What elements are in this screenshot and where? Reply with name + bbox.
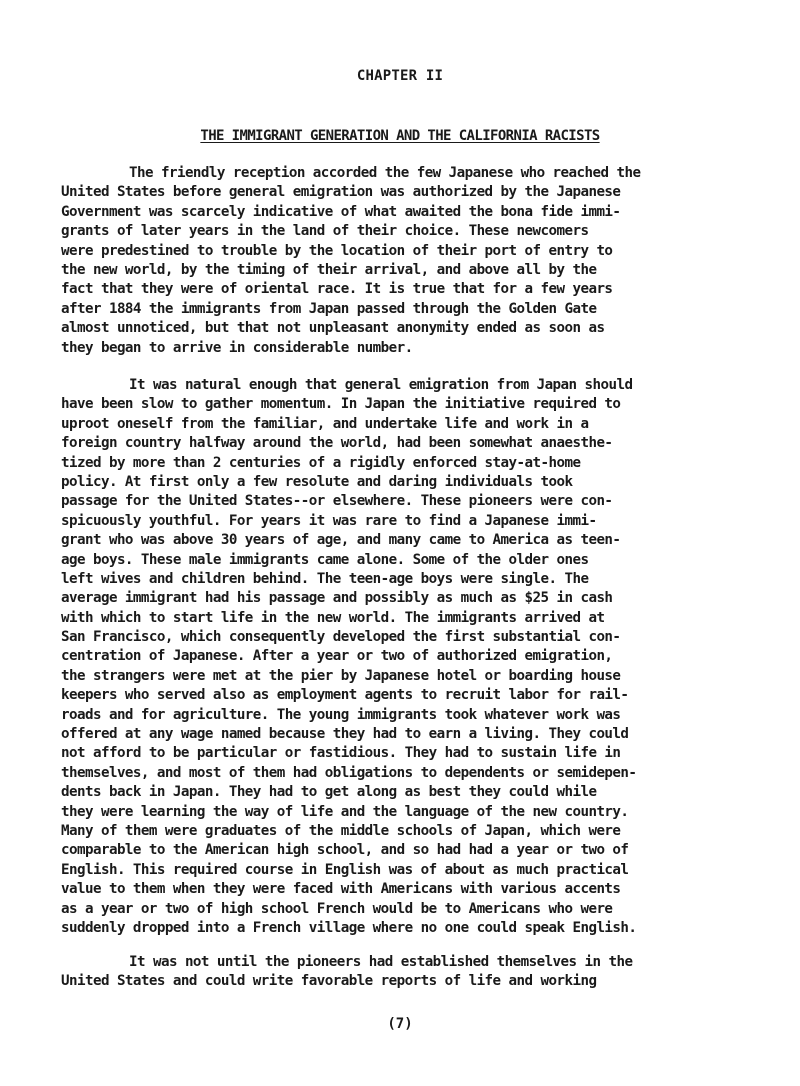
text-line: offered at any wage named because they had to earn a living. They could bbox=[61, 726, 629, 743]
text-line: policy. At first only a few resolute and daring individuals took bbox=[61, 473, 573, 490]
text-line: not afford to be particular or fastidious. They had to sustain life in bbox=[61, 745, 621, 762]
text-line: tized by more than 2 centuries of a rigidly enforced stay-at-home bbox=[61, 454, 581, 471]
text-line: comparable to the American high school, and so had had a year or two of bbox=[61, 842, 629, 859]
text-line: United States and could write favorable reports of life and working bbox=[61, 973, 597, 990]
text-line: Many of them were graduates of the middle schools of Japan, which were bbox=[61, 822, 621, 839]
text-line: grant who was above 30 years of age, and many came to America as teen- bbox=[61, 532, 621, 549]
page-number: (7) bbox=[387, 1016, 413, 1032]
text-line: they were learning the way of life and the language of the new country. bbox=[61, 803, 629, 820]
text-line: after 1884 the immigrants from Japan passed through the Golden Gate bbox=[61, 300, 597, 317]
text-line: English. This required course in English was of about as much practical bbox=[61, 861, 629, 878]
paragraph-1 bbox=[61, 164, 761, 358]
text-line: almost unnoticed, but that not unpleasant anonymity ended as soon as bbox=[61, 320, 605, 337]
text-line: San Francisco, which consequently developed the first substantial con- bbox=[61, 629, 621, 646]
text-line: left wives and children behind. The teen-age boys were single. The bbox=[61, 570, 589, 587]
text-line: with which to start life in the new world. The immigrants arrived at bbox=[61, 609, 605, 626]
text-line: they began to arrive in considerable number. bbox=[61, 339, 413, 356]
paragraph-3 bbox=[61, 953, 761, 992]
text-line: dents back in Japan. They had to get along as best they could while bbox=[61, 784, 597, 801]
chapter-heading: CHAPTER II bbox=[356, 68, 444, 84]
text-line: roads and for agriculture. The young immigrants took whatever work was bbox=[61, 706, 621, 723]
text-line: suddenly dropped into a French village where no one could speak English. bbox=[61, 919, 637, 936]
text-line: average immigrant had his passage and possibly as much as $25 in cash bbox=[61, 590, 613, 607]
text-line: as a year or two of high school French would be to Americans who were bbox=[61, 900, 613, 917]
paragraph-2 bbox=[61, 376, 761, 938]
text-line: the strangers were met at the pier by Japanese hotel or boarding house bbox=[61, 667, 621, 684]
text-line: themselves, and most of them had obligations to dependents or semidepen- bbox=[61, 764, 637, 781]
text-line: centration of Japanese. After a year or two of authorized emigration, bbox=[61, 648, 613, 665]
text-line: United States before general emigration was authorized by the Japanese bbox=[61, 184, 621, 201]
text-line: foreign country halfway around the world, had been somewhat anaesthe- bbox=[61, 435, 613, 452]
text-line: grants of later years in the land of their choice. These newcomers bbox=[61, 223, 589, 240]
text-line: It was natural enough that general emigration from Japan should bbox=[129, 377, 633, 393]
text-line: keepers who served also as employment agents to recruit labor for rail- bbox=[61, 687, 629, 704]
text-line: the new world, by the timing of their arrival, and above all by the bbox=[61, 261, 597, 278]
text-line: uproot oneself from the familiar, and undertake life and work in a bbox=[61, 415, 589, 432]
text-line: were predestined to trouble by the location of their port of entry to bbox=[61, 242, 613, 259]
text-line: value to them when they were faced with Americans with various accents bbox=[61, 881, 621, 898]
text-line: Government was scarcely indicative of what awaited the bona fide immi- bbox=[61, 203, 621, 220]
text-line: spicuously youthful. For years it was rare to find a Japanese immi- bbox=[61, 512, 597, 529]
text-line: fact that they were of oriental race. It is true that for a few years bbox=[61, 281, 613, 298]
text-line: have been slow to gather momentum. In Japan the initiative required to bbox=[61, 396, 621, 413]
chapter-title: THE IMMIGRANT GENERATION AND THE CALIFORNIA RACISTS bbox=[200, 128, 600, 144]
text-line: age boys. These male immigrants came alone. Some of the older ones bbox=[61, 551, 589, 568]
text-line: The friendly reception accorded the few Japanese who reached the bbox=[129, 165, 641, 181]
text-line: It was not until the pioneers had established themselves in the bbox=[129, 954, 633, 970]
text-line: passage for the United States--or elsewhere. These pioneers were con- bbox=[61, 493, 613, 510]
